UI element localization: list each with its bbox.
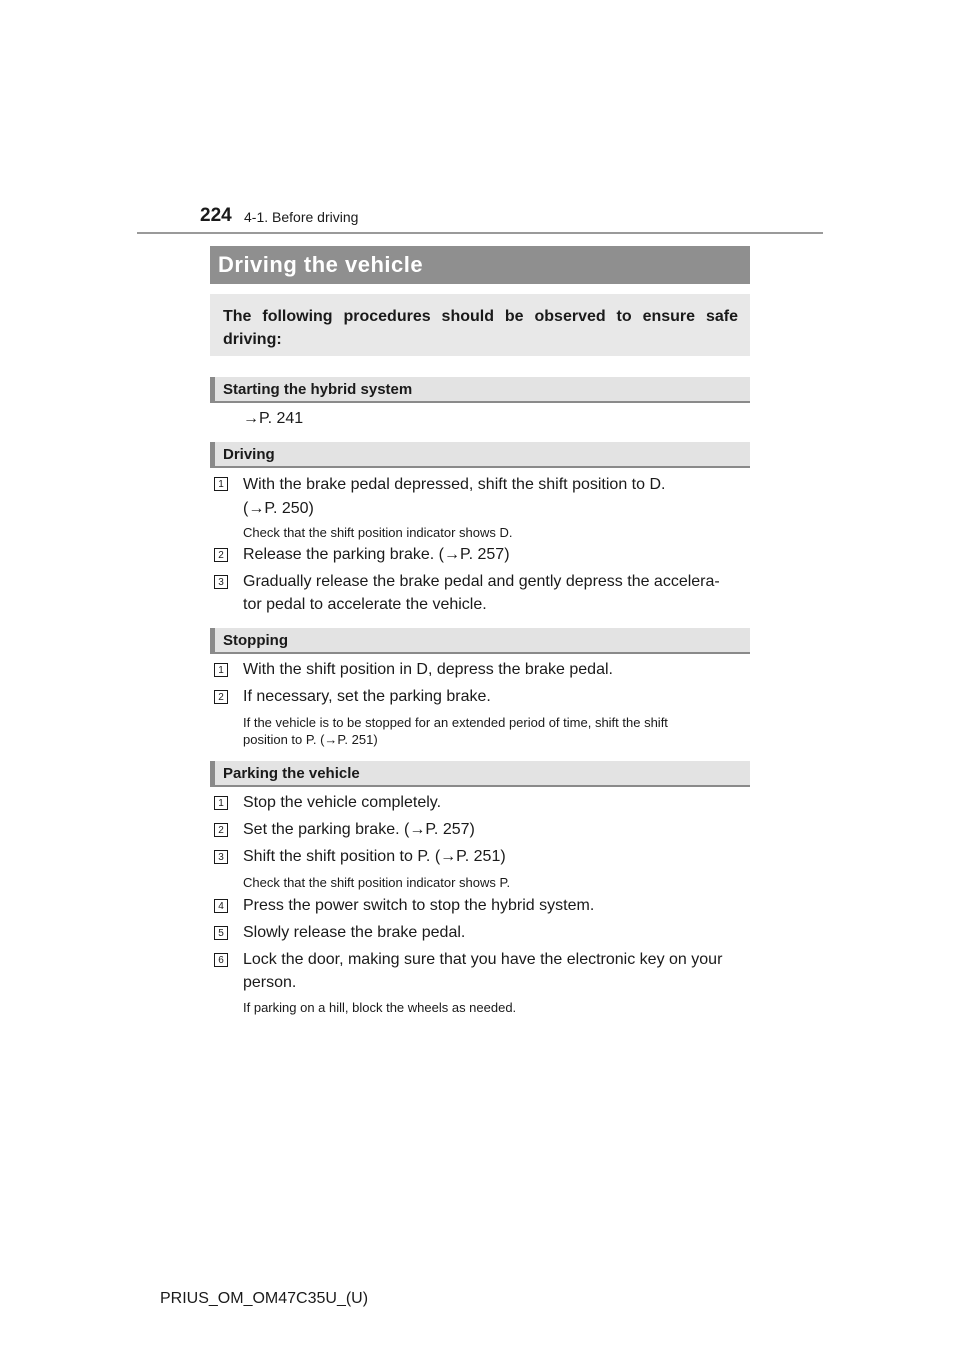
subhead-stopping [210, 628, 750, 654]
step-text: Gradually release the brake pedal and gently depress the accelera- [243, 573, 720, 590]
subhead-driving [210, 442, 750, 468]
subhead-stopping-label: Stopping [223, 632, 288, 649]
page-number: 224 [200, 205, 232, 226]
step-text-cont: (→P. 250) [243, 500, 314, 517]
note: Check that the shift position indicator shows P. [243, 875, 511, 890]
page-title: Driving the vehicle [218, 252, 424, 277]
note-cont: position to P. (→P. 251) [243, 732, 378, 747]
step-number: 2 [214, 548, 228, 562]
subhead-parking [210, 761, 750, 787]
page-title-bar [210, 246, 750, 284]
step-number: 3 [214, 850, 228, 864]
starting-ref: →P. 241 [243, 410, 304, 427]
page-footer: PRIUS_OM_OM47C35U_(U) [160, 1290, 369, 1307]
step-text-cont: tor pedal to accelerate the vehicle. [243, 596, 487, 613]
subhead-parking-label: Parking the vehicle [223, 765, 360, 782]
step-number: 2 [214, 690, 228, 704]
step-number: 5 [214, 926, 228, 940]
step-number: 3 [214, 575, 228, 589]
step-text-cont: person. [243, 974, 297, 991]
step-text: Stop the vehicle completely. [243, 794, 442, 811]
step-text: Set the parking brake. (→P. 257) [243, 821, 475, 838]
step-text: With the shift position in D, depress the brake pedal. [243, 661, 613, 678]
note: Check that the shift position indicator shows D. [243, 525, 513, 540]
section-label: 4-1. Before driving [244, 209, 359, 225]
step-text: Press the power switch to stop the hybrid system. [243, 897, 595, 914]
step-number: 1 [214, 477, 228, 491]
step-text: Slowly release the brake pedal. [243, 924, 466, 941]
step-text: If necessary, set the parking brake. [243, 688, 491, 705]
subhead-driving-label: Driving [223, 446, 275, 463]
subhead-starting [210, 377, 750, 403]
header-divider [137, 232, 823, 234]
intro-box: The following procedures should be observed to ensure safe driving: [210, 294, 750, 356]
subhead-starting-label: Starting the hybrid system [223, 381, 413, 398]
step-text: Release the parking brake. (→P. 257) [243, 546, 510, 563]
step-text: With the brake pedal depressed, shift the shift position to D. [243, 476, 666, 493]
step-number: 6 [214, 953, 228, 967]
step-number: 4 [214, 899, 228, 913]
step-number: 1 [214, 663, 228, 677]
step-number: 2 [214, 823, 228, 837]
step-text: Lock the door, making sure that you have the electronic key on your [243, 951, 723, 968]
step-number: 1 [214, 796, 228, 810]
note: If parking on a hill, block the wheels as needed. [243, 1000, 517, 1015]
note: If the vehicle is to be stopped for an extended period of time, shift the shift [243, 715, 668, 730]
step-text: Shift the shift position to P. (→P. 251) [243, 848, 506, 865]
